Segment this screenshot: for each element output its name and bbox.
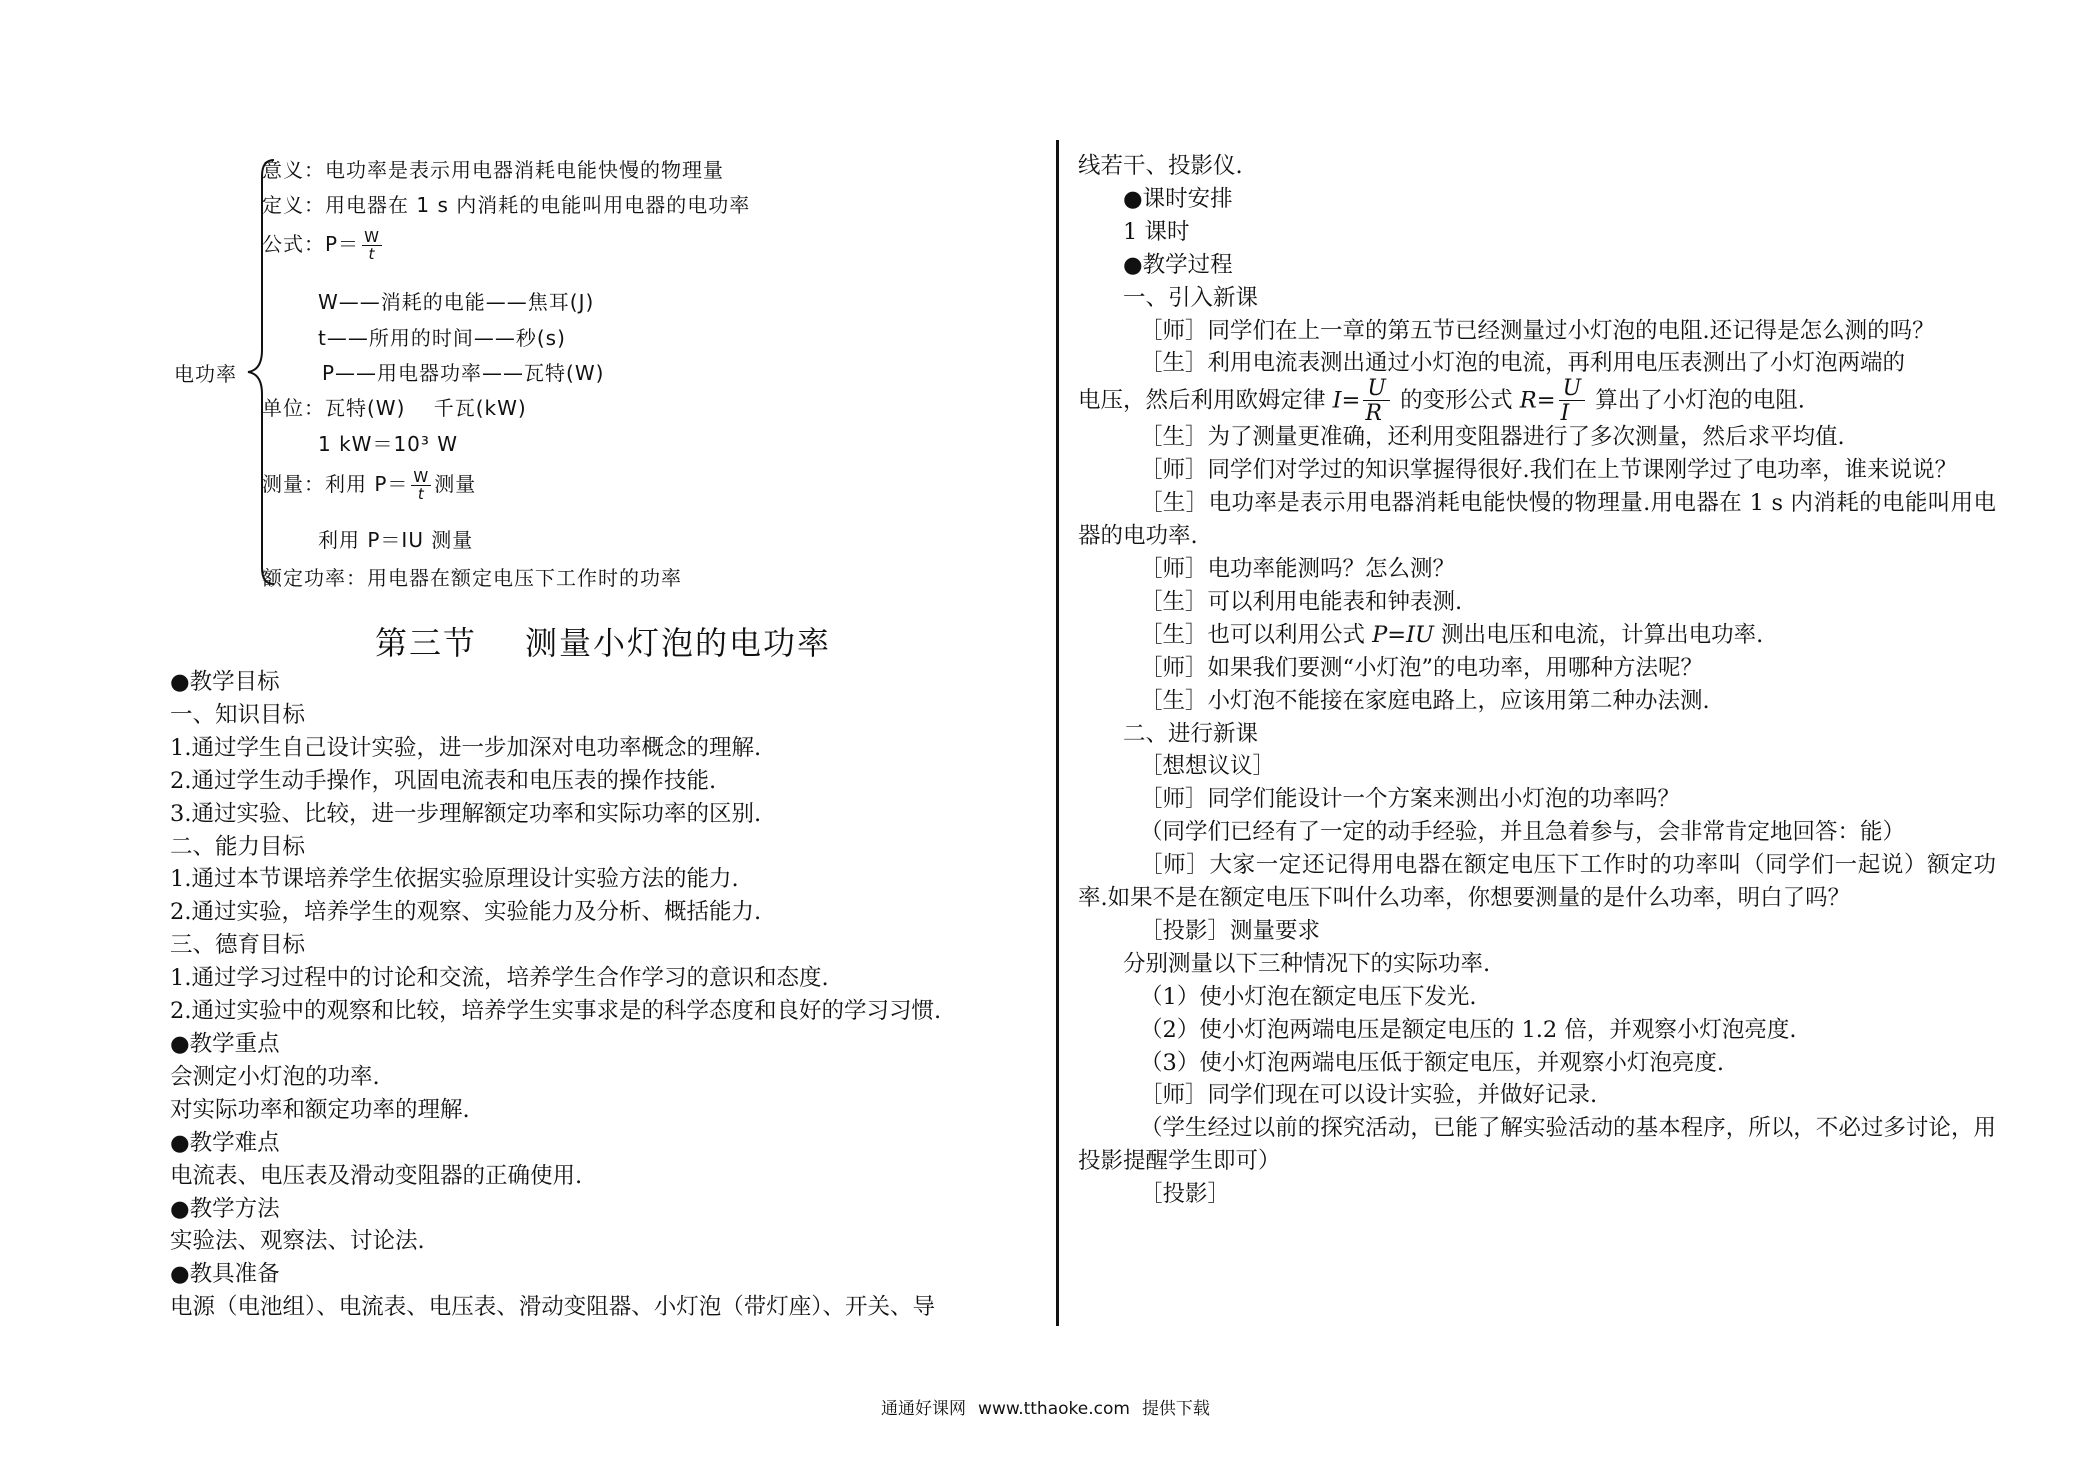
tree-unit-conversion: 1 kW＝10³ W xyxy=(318,432,459,456)
formula-fraction xyxy=(362,227,382,263)
list-item: 实验法、观察法、讨论法. xyxy=(170,1228,425,1255)
schedule-value: 1 课时 xyxy=(1123,218,1190,245)
dialogue-line: ［师］同学们现在可以设计实验，并做好记录. xyxy=(1140,1082,1598,1109)
tree-measure-iu: 利用 P＝IU 测量 xyxy=(318,528,474,552)
dialogue-line: ［师］同学们在上一章的第五节已经测量过小灯泡的电阻.还记得是怎么测的吗？ xyxy=(1140,317,1935,344)
dialogue-line: ［师］电功率能测吗？怎么测？ xyxy=(1140,555,1456,582)
dialogue-line: ［生］可以利用电能表和钟表测. xyxy=(1140,588,1463,615)
subheading-ability-goals: 二、能力目标 xyxy=(170,833,306,860)
heading-teaching-goals: ●教学目标 xyxy=(170,669,280,695)
measure-fraction xyxy=(411,467,431,503)
left-column xyxy=(170,666,1036,1324)
ohm-numerator: U xyxy=(1363,378,1390,401)
text-fragment: 的变形公式 xyxy=(1392,387,1520,414)
heading-schedule: ●课时安排 xyxy=(1123,185,1233,212)
list-item: 2.通过学生动手操作，巩固电流表和电压表的操作技能. xyxy=(170,767,717,794)
dialogue-line: 分别测量以下三种情况下的实际功率. xyxy=(1123,950,1491,977)
dialogue-line: ［生］电功率是表示用电器消耗电能快慢的物理量.用电器在 1 s 内消耗的电能叫用电器的电功率. xyxy=(1078,490,1996,550)
measure-tail: 测量 xyxy=(434,472,477,496)
dialogue-line-formula xyxy=(1078,619,1996,652)
footer-url[interactable]: www.tthaoke.com xyxy=(978,1399,1130,1419)
dialogue-line: ［生］小灯泡不能接在家庭电路上，应该用第二种办法测. xyxy=(1140,687,1710,714)
discussion-label: ［想想议议］ xyxy=(1140,753,1276,780)
resistance-fraction xyxy=(1559,378,1586,425)
text-fragment: 电压，然后利用欧姆定律 xyxy=(1078,387,1333,414)
heading-key-points: ●教学重点 xyxy=(170,1030,280,1057)
formula-resistance-lhs: R= xyxy=(1519,387,1556,414)
text-fragment: 测出电压和电流，计算出电功率. xyxy=(1434,621,1764,648)
text-fragment: 算出了小灯泡的电阻. xyxy=(1588,387,1805,414)
subheading-intro: 一、引入新课 xyxy=(1123,284,1259,311)
equipment-continued: 线若干、投影仪. xyxy=(1078,153,1243,179)
tree-root-label: 电功率 xyxy=(174,362,237,386)
measure-denominator: t xyxy=(417,484,425,503)
heading-process: ●教学过程 xyxy=(1123,251,1233,278)
subheading-knowledge-goals: 一、知识目标 xyxy=(170,701,306,728)
list-item: 2.通过实验，培养学生的观察、实验能力及分析、概括能力. xyxy=(170,899,762,926)
formula-power: P=IU xyxy=(1372,621,1434,648)
list-item: 1.通过学生自己设计实验，进一步加深对电功率概念的理解. xyxy=(170,734,762,761)
formula-numerator: W xyxy=(364,227,380,246)
list-item: 1.通过本节课培养学生依据实验原理设计实验方法的能力. xyxy=(170,866,739,893)
footer-site-name: 通通好课网 xyxy=(881,1399,967,1419)
tree-var-p: P——用电器功率——瓦特(W) xyxy=(322,361,605,385)
text-fragment: ［生］也可以利用公式 xyxy=(1140,621,1373,648)
dialogue-line-formula xyxy=(1078,378,1996,425)
measure-numerator: W xyxy=(413,467,430,486)
resistance-denominator: I xyxy=(1560,401,1570,427)
formula-label: 公式：P＝ xyxy=(262,232,360,256)
formula-ohm-lhs: I= xyxy=(1332,387,1361,414)
dialogue-line: ［师］大家一定还记得用电器在额定电压下工作时的功率叫（同学们一起说）额定功率.如果不是在额定电压下叫什么功率，你想要测量的是什么功率，明白了吗？ xyxy=(1078,852,1996,912)
column-divider xyxy=(1056,140,1059,1326)
ohm-denominator: R xyxy=(1365,401,1382,427)
section-number: 第三节 xyxy=(374,624,477,662)
dialogue-line: ［生］利用电流表测出通过小灯泡的电流，再利用电压表测出了小灯泡两端的 xyxy=(1140,350,1906,377)
page-footer xyxy=(0,1394,2091,1419)
list-item: 电流表、电压表及滑动变阻器的正确使用. xyxy=(170,1162,583,1189)
summary-tree xyxy=(170,150,1050,600)
list-item: 对实际功率和额定功率的理解. xyxy=(170,1096,470,1123)
projection-label: ［投影］测量要求 xyxy=(1140,917,1321,944)
dialogue-line: ［师］如果我们要测“小灯泡”的电功率，用哪种方法呢？ xyxy=(1140,654,1704,681)
tree-unit: 单位：瓦特(W) 千瓦(kW) xyxy=(262,396,527,420)
list-item: 1.通过学习过程中的讨论和交流，培养学生合作学习的意识和态度. xyxy=(170,965,829,992)
formula-denominator: t xyxy=(368,244,376,263)
tree-formula xyxy=(262,228,385,262)
subheading-moral-goals: 三、德育目标 xyxy=(170,932,306,959)
dialogue-line: （同学们已经有了一定的动手经验，并且急着参与，会非常肯定地回答：能） xyxy=(1140,819,1906,846)
heading-equipment: ●教具准备 xyxy=(170,1261,280,1288)
list-item: （3）使小灯泡两端电压低于额定电压，并观察小灯泡亮度. xyxy=(1140,1049,1724,1076)
ohm-fraction xyxy=(1363,378,1390,425)
list-item: 2.通过实验中的观察和比较，培养学生实事求是的科学态度和良好的学习习惯. xyxy=(170,998,942,1025)
dialogue-line: ［师］同学们对学过的知识掌握得很好.我们在上节课刚学过了电功率，谁来说说？ xyxy=(1140,457,1958,484)
right-column xyxy=(1078,150,1996,1211)
list-item: 会测定小灯泡的功率. xyxy=(170,1063,380,1090)
dialogue-line: ［师］同学们能设计一个方案来测出小灯泡的功率吗？ xyxy=(1140,786,1681,813)
tree-definition: 定义：用电器在 1 s 内消耗的电能叫用电器的电功率 xyxy=(262,193,751,217)
heading-methods: ●教学方法 xyxy=(170,1195,280,1222)
list-item: 3.通过实验、比较，进一步理解额定功率和实际功率的区别. xyxy=(170,800,762,827)
list-item: 电源（电池组）、电流表、电压表、滑动变阻器、小灯泡（带灯座）、开关、导 xyxy=(170,1294,936,1321)
list-item: （2）使小灯泡两端电压是额定电压的 1.2 倍，并观察小灯泡亮度. xyxy=(1140,1016,1797,1043)
tree-meaning: 意义：电功率是表示用电器消耗电能快慢的物理量 xyxy=(262,158,724,182)
dialogue-line: ［生］为了测量更准确，还利用变阻器进行了多次测量，然后求平均值. xyxy=(1140,424,1845,451)
tree-var-w: W——消耗的电能——焦耳(J) xyxy=(318,290,595,314)
subheading-new-lesson: 二、进行新课 xyxy=(1123,720,1259,747)
tree-rated-power: 额定功率：用电器在额定电压下工作时的功率 xyxy=(262,566,682,590)
list-item: （1）使小灯泡在额定电压下发光. xyxy=(1140,983,1477,1010)
resistance-numerator: U xyxy=(1559,378,1586,401)
measure-label: 测量：利用 P＝ xyxy=(262,472,409,496)
section-heading: 测量小灯泡的电功率 xyxy=(525,624,832,662)
tree-var-t: t——所用的时间——秒(s) xyxy=(318,326,566,350)
tree-measure xyxy=(262,468,476,502)
projection-label: ［投影］ xyxy=(1140,1181,1231,1208)
footer-note: 提供下载 xyxy=(1141,1399,1210,1419)
dialogue-line: （学生经过以前的探究活动，已能了解实验活动的基本程序，所以，不必过多讨论，用投影提醒学生即可） xyxy=(1078,1115,1996,1175)
section-title xyxy=(170,618,1036,664)
heading-difficulties: ●教学难点 xyxy=(170,1129,280,1156)
